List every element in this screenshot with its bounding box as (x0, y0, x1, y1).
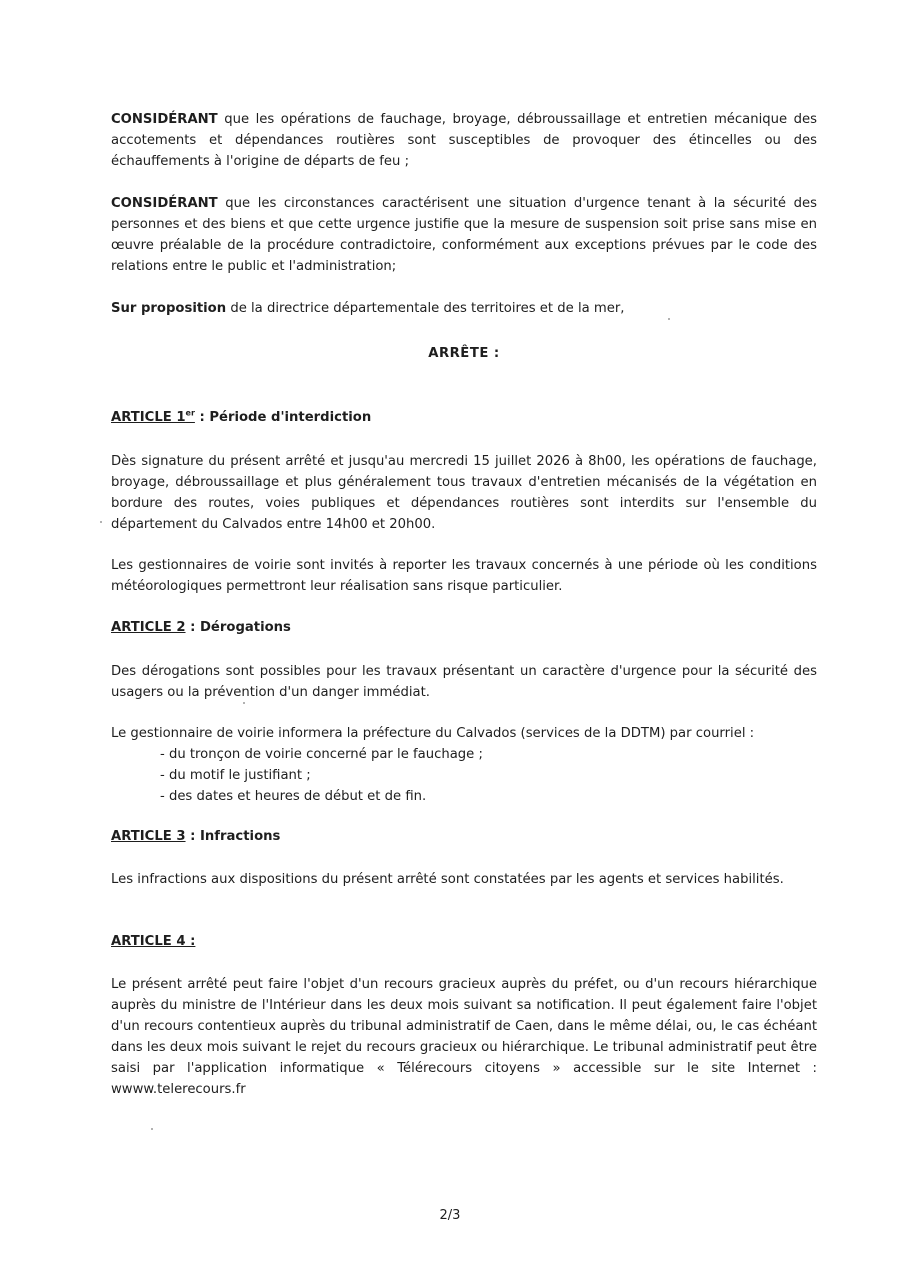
article-4-heading (111, 931, 195, 952)
considerant-paragraph-2 (111, 193, 817, 277)
scan-speck (151, 1128, 153, 1130)
scan-speck (668, 318, 670, 320)
scan-speck (243, 702, 245, 704)
article-4-label: ARTICLE 4 : (111, 934, 196, 949)
proposition-lead: Sur proposition (111, 301, 227, 316)
page-number: 2/3 (439, 1208, 461, 1223)
article-1-paragraph-2: Les gestionnaires de voirie sont invités à reporter les travaux concernés à une période où les conditions météorologiques permettront leur réalisation sans risque particulier. (111, 558, 817, 594)
article-1-heading (111, 407, 371, 428)
proposition-text: de la directrice départementale des territoires et de la mer, (226, 301, 625, 316)
article-1-label (111, 410, 195, 425)
article-2-list (160, 744, 483, 807)
article-2-title: : Dérogations (185, 620, 291, 635)
considerant-lead: CONSIDÉRANT (111, 112, 218, 127)
article-2-paragraph-1: Des dérogations sont possibles pour les travaux présentant un caractère d'urgence pour la sécurité des usagers ou la prévention d'un danger immédiat. (111, 664, 817, 700)
article-3-heading (111, 826, 280, 847)
article-3-title: : Infractions (185, 829, 281, 844)
article-2-label: ARTICLE 2 (111, 620, 186, 635)
article-4-paragraph-1: Le présent arrêté peut faire l'objet d'un recours gracieux auprès du préfet, ou d'un recours hiérarchique auprès du ministre de l'Intérieur dans les deux mois suivant sa notification. Il peut également faire l'objet d'un recours contentieux auprès du tribunal administratif de Caen, dans le même délai, ou, le cas échéant dans les deux mois suivant le rejet du recours gracieux ou hiérarchique. Le tribunal administratif peut être saisi par l'application informatique « Télérecours citoyens » accessible sur le site Internet : wwww.telerecours.fr (111, 977, 817, 1097)
article-1-title: : Période d'interdiction (194, 410, 372, 425)
considerant-lead: CONSIDÉRANT (111, 196, 218, 211)
article-1-label-text: ARTICLE 1 (111, 410, 186, 425)
article-2-paragraph-2: Le gestionnaire de voirie informera la préfecture du Calvados (services de la DDTM) par courriel : (111, 726, 755, 741)
proposition-paragraph (111, 298, 817, 319)
considerant-text: que les opérations de fauchage, broyage, débroussaillage et entretien mécanique des accotements et dépendances routières sont susceptibles de provoquer des étincelles ou des échauffements à l'origine de départs de feu ; (111, 112, 817, 169)
arrete-title: ARRÊTE : (428, 346, 500, 361)
list-item: - du motif le justifiant ; (160, 768, 311, 783)
list-item: - des dates et heures de début et de fin. (160, 789, 427, 804)
list-item: - du tronçon de voirie concerné par le fauchage ; (160, 747, 483, 762)
scan-speck (100, 521, 102, 523)
considerant-text: que les circonstances caractérisent une situation d'urgence tenant à la sécurité des personnes et des biens et que cette urgence justifie que la mesure de suspension soit prise sans mise en œuvre préalable de la procédure contradictoire, conformément aux exceptions prévues par le code des relations entre le public et l'administration; (111, 196, 817, 274)
considerant-paragraph-1 (111, 109, 817, 172)
article-3-label: ARTICLE 3 (111, 829, 186, 844)
article-3-paragraph-1: Les infractions aux dispositions du présent arrêté sont constatées par les agents et services habilités. (111, 872, 784, 887)
article-1-sup: er (185, 408, 195, 418)
article-2-heading (111, 617, 291, 638)
article-1-paragraph-1: Dès signature du présent arrêté et jusqu'au mercredi 15 juillet 2026 à 8h00, les opérations de fauchage, broyage, débroussaillage et plus généralement tous travaux d'entretien mécanisés de la végétation en bordure des routes, voies publiques et dépendances routières sont interdits sur l'ensemble du département du Calvados entre 14h00 et 20h00. (111, 454, 817, 532)
